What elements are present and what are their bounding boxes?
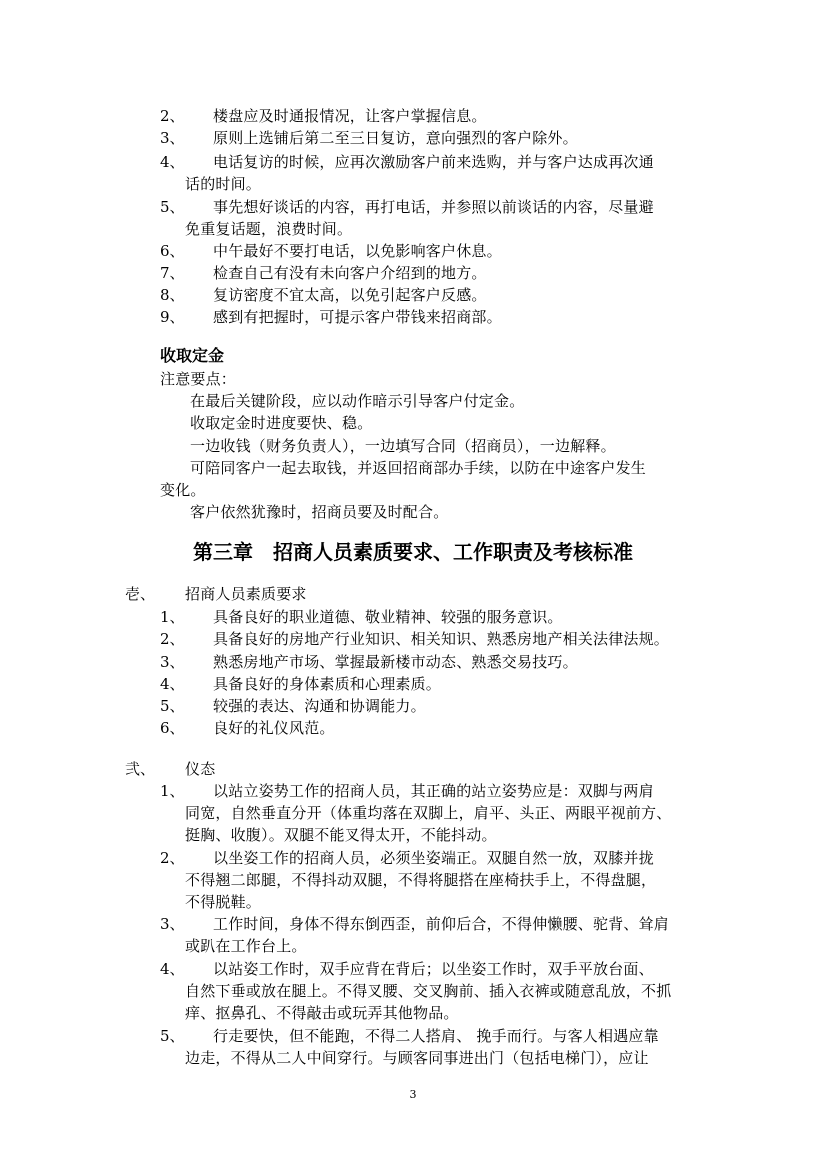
section-heading: 收取定金: [160, 346, 225, 365]
list-item-text-continued: 不得翘二郎腿，不得抖动双腿，不得将腿搭在座椅扶手上，不得盘腿，: [185, 871, 657, 889]
list-item-text: 较强的表达、沟通和协调能力。: [213, 697, 426, 715]
list-item-text: 原则上选铺后第二至三日复访，意向强烈的客户除外。: [213, 129, 578, 147]
list-item-text: 检查自己有没有未向客户介绍到的地方。: [213, 264, 487, 282]
list-item-text: 中午最好不要打电话，以免影响客户休息。: [213, 242, 502, 260]
list-item-number: 2、: [160, 630, 185, 648]
list-item-text: 以站立姿势工作的招商人员，其正确的站立姿势应是：双脚与两肩: [213, 782, 654, 800]
paragraph-line: 可陪同客户一起去取钱，并返回招商部办手续，以防在中途客户发生: [190, 459, 647, 477]
list-item-number: 3、: [160, 915, 185, 933]
list-item-number: 1、: [160, 608, 185, 626]
list-item-number: 2、: [160, 849, 185, 867]
list-item-text-continued: 挺胸、收腹）。双腿不能叉得太开，不能抖动。: [185, 826, 497, 844]
paragraph-line: 变化。: [160, 481, 206, 499]
list-item-text: 良好的礼仪风范。: [213, 719, 335, 737]
list-item-text: 具备良好的房地产行业知识、相关知识、熟悉房地产相关法律法规。: [213, 630, 670, 648]
list-item-text-continued: 边走，不得从二人中间穿行。与顾客同事进出门（包括电梯门），应让: [185, 1049, 649, 1067]
list-item-text: 事先想好谈话的内容，再打电话，并参照以前谈话的内容，尽量避: [213, 198, 654, 216]
list-item-number: 1、: [160, 782, 185, 800]
list-item-number: 2、: [160, 107, 185, 125]
list-item-text: 具备良好的职业道德、敬业精神、较强的服务意识。: [213, 608, 563, 626]
list-item-text: 具备良好的身体素质和心理素质。: [213, 675, 442, 693]
list-item-text: 感到有把握时，可提示客户带钱来招商部。: [213, 308, 502, 326]
list-item-text-continued: 痒、抠鼻孔、不得敲击或玩弄其他物品。: [185, 1004, 459, 1022]
list-item-text-continued: 话的时间。: [185, 175, 262, 193]
list-item-text-continued: 或趴在工作台上。: [185, 937, 307, 955]
list-item-text: 楼盘应及时通报情况，让客户掌握信息。: [213, 107, 487, 125]
list-item-text-continued: 不得脱鞋。: [185, 893, 262, 911]
list-item-number: 4、: [160, 960, 185, 978]
page-number: 3: [409, 1088, 417, 1101]
paragraph-line: 一边收钱（财务负责人），一边填写合同（招商员），一边解释。: [190, 437, 616, 455]
section-title: 仪态: [185, 760, 216, 778]
list-item-text: 工作时间，身体不得东倒西歪，前仰后合，不得伸懒腰、驼背、耸肩: [213, 915, 670, 933]
list-item-number: 6、: [160, 242, 185, 260]
list-item-text-continued: 同宽，自然垂直分开（体重均落在双脚上，肩平、头正、两眼平视前方、: [185, 804, 672, 822]
list-item-text-continued: 自然下垂或放在腿上。不得叉腰、交叉胸前、插入衣裤或随意乱放，不抓: [185, 982, 672, 1000]
paragraph-line: 收取定金时进度要快、稳。: [190, 414, 373, 432]
chapter-title: 第三章 招商人员素质要求、工作职责及考核标准: [193, 540, 633, 564]
section-number: 弐、: [125, 760, 156, 778]
list-item-text: 以坐姿工作的招商人员，必须坐姿端正。双腿自然一放，双膝并拢: [213, 849, 654, 867]
list-item-number: 6、: [160, 719, 185, 737]
list-item-text-continued: 免重复话题，浪费时间。: [185, 220, 353, 238]
list-item-number: 5、: [160, 1027, 185, 1045]
list-item-number: 8、: [160, 286, 185, 304]
list-item-text: 行走要快，但不能跑，不得二人搭肩、 挽手而行。与客人相遇应靠: [213, 1027, 659, 1045]
list-item-number: 3、: [160, 653, 185, 671]
paragraph-line: 客户依然犹豫时，招商员要及时配合。: [190, 503, 449, 521]
list-item-text: 电话复访的时候，应再次激励客户前来选购，并与客户达成再次通: [213, 153, 654, 171]
list-item-number: 9、: [160, 308, 185, 326]
section-number: 壱、: [125, 585, 156, 603]
list-item-number: 5、: [160, 198, 185, 216]
section-title: 招商人员素质要求: [185, 585, 307, 603]
list-item-text: 以站姿工作时，双手应背在背后；以坐姿工作时，双手平放台面、: [213, 960, 654, 978]
list-item-text: 熟悉房地产市场、掌握最新楼市动态、熟悉交易技巧。: [213, 653, 578, 671]
list-item-number: 5、: [160, 697, 185, 715]
section-subtitle: 注意要点：: [160, 370, 237, 388]
list-item-number: 4、: [160, 675, 185, 693]
list-item-number: 4、: [160, 153, 185, 171]
list-item-number: 3、: [160, 129, 185, 147]
list-item-number: 7、: [160, 264, 185, 282]
list-item-text: 复访密度不宜太高，以免引起客户反感。: [213, 286, 487, 304]
paragraph-line: 在最后关键阶段，应以动作暗示引导客户付定金。: [190, 392, 525, 410]
